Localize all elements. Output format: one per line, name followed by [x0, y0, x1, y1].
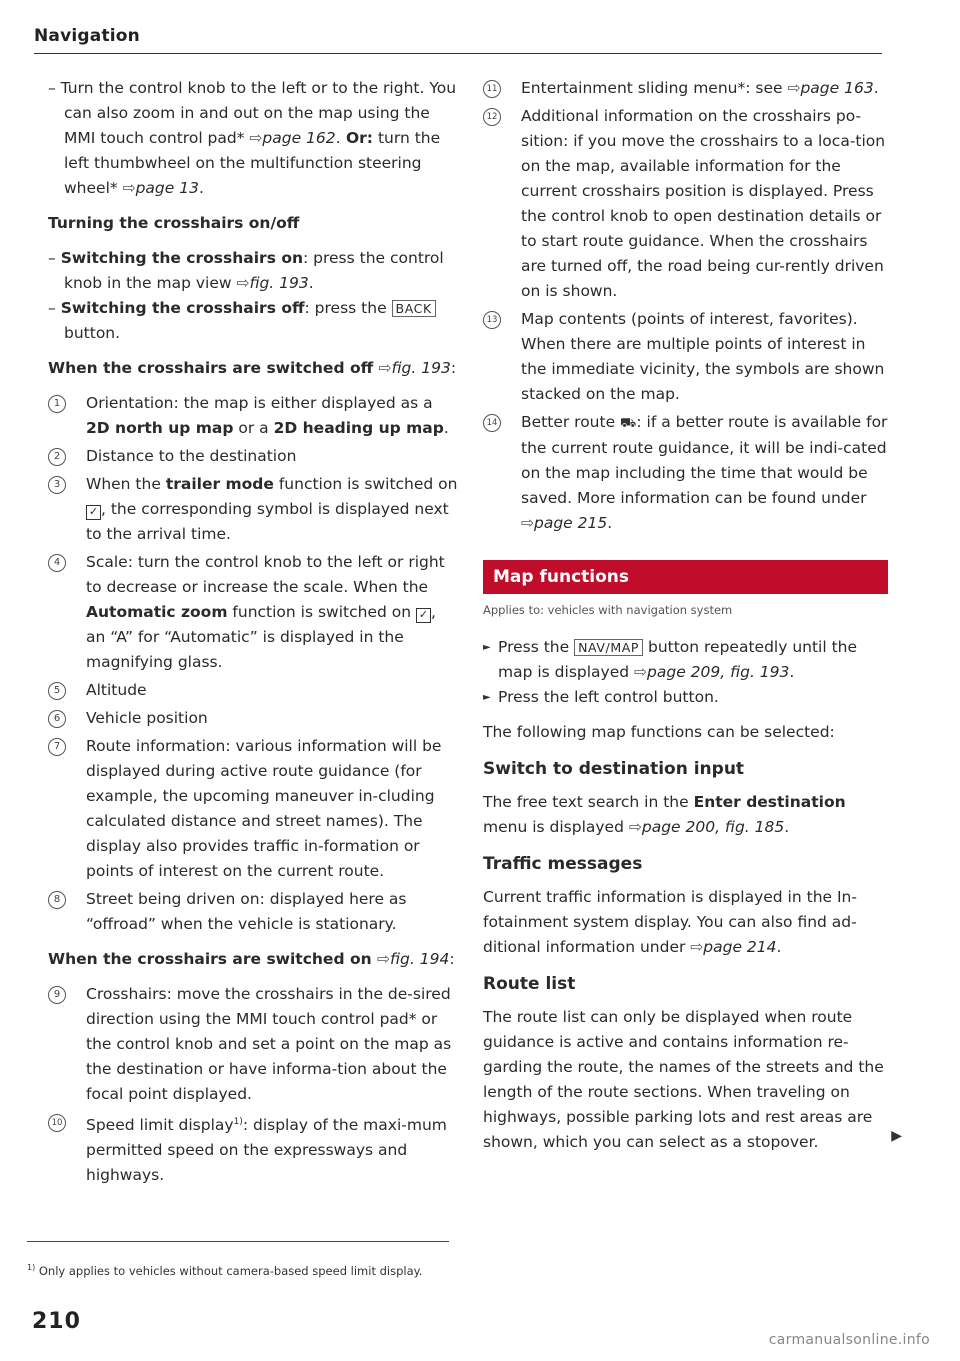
- callout-number: 5: [48, 682, 66, 700]
- traffic-heading: Traffic messages: [483, 854, 643, 874]
- list-item: 2 Distance to the destination: [48, 444, 458, 469]
- route-list-text: The route list can only be displayed when route guidance is active and contains information re-garding the route, the names of the streets and the length of the route sections. When traveling on highways, possible parking lots and rest areas are shown, which you can select as a stopover. ▶: [483, 1008, 902, 1151]
- watermark: carmanualsonline.info: [768, 1332, 930, 1348]
- list-item: 9 Crosshairs: move the crosshairs in the de-sired direction using the MMI touch control pad* or the control knob and set a point on the map as the destination or have informa-tion about the focal point displayed.: [48, 982, 458, 1107]
- header-divider: [34, 53, 882, 54]
- list-item: 5 Altitude: [48, 678, 458, 703]
- list-item: 7 Route information: various information will be displayed during active route guidance (for example, the upcoming maneuver in-cluding calculated distance and street names). The display also provides traffic in-formation or points of interest on the current route.: [48, 734, 458, 884]
- applies-note: Applies to: vehicles with navigation system: [483, 603, 733, 617]
- switch-on-instruction: – Switching the crosshairs on: press the control knob in the map view ⇨fig. 193.: [48, 249, 444, 292]
- crosshairs-on-heading: When the crosshairs are switched on ⇨fig. 194:: [48, 950, 455, 968]
- list-item: 12 Additional information on the crosshairs po-sition: if you move the crosshairs to a loca-tion on the map, available information for the current crosshairs position is displayed. Press the control knob to open destination details or to start route guidance. When the crosshairs are turned off, the road being cur-rently driven on is shown.: [483, 104, 888, 304]
- route-list-heading: Route list: [483, 974, 576, 994]
- crosshairs-heading: Turning the crosshairs on/off: [48, 214, 300, 232]
- callout-number: 12: [483, 108, 501, 126]
- list-item: 10 Speed limit display$^{1)}$: display of the maxi-mum permitted speed on the expressways and highways.: [48, 1110, 458, 1188]
- list-item: 13 Map contents (points of interest, favorites). When there are multiple points of interest in the immediate vicinity, the symbols are shown stacked on the map.: [483, 307, 888, 407]
- callout-number: 14: [483, 414, 501, 432]
- page-13-link[interactable]: page 13: [135, 179, 199, 197]
- zoom-instruction: – Turn the control knob to the left or to the right. You can also zoom in and out on the map using the MMI touch control pad* ⇨page 162. Or: turn the left thumbwheel on the multifunction steering wheel* ⇨page 13.: [48, 79, 457, 197]
- destination-text: The free text search in the Enter destination menu is displayed ⇨page 200, fig. 185.: [483, 793, 846, 836]
- list-item: 11 Entertainment sliding menu*: see ⇨page 163.: [483, 76, 888, 101]
- crosshairs-off-heading: When the crosshairs are switched off ⇨fig. 193:: [48, 359, 457, 377]
- list-item: 4 Scale: turn the control knob to the left or right to decrease or increase the scale. When the Automatic zoom function is switched on ✓ , an “A” for “Automatic” is displayed in the magnifying glass.: [48, 550, 458, 675]
- footnote-divider: [27, 1241, 449, 1242]
- step-item: ► Press the left control button.: [483, 685, 888, 710]
- page-163-link[interactable]: page 163: [800, 79, 874, 97]
- callout-number: 1: [48, 395, 66, 413]
- callout-number: 13: [483, 311, 501, 329]
- callout-number: 9: [48, 986, 66, 1004]
- triangle-bullet-icon: ►: [483, 642, 491, 653]
- fig-193-link[interactable]: fig. 193: [391, 359, 451, 377]
- destination-heading: Switch to destination input: [483, 759, 745, 779]
- fig-193-link[interactable]: fig. 193: [249, 274, 309, 292]
- intro-text: The following map functions can be selected:: [483, 723, 835, 741]
- section-banner: Map functions: [483, 560, 888, 594]
- list-item: 1 Orientation: the map is either displayed as a 2D north up map or a 2D heading up map.: [48, 391, 458, 441]
- checkbox-checked-icon: ✓: [416, 608, 431, 623]
- callout-number: 3: [48, 476, 66, 494]
- list-item: 6 Vehicle position: [48, 706, 458, 731]
- left-column: [48, 76, 458, 1191]
- right-column: [483, 76, 902, 1155]
- callout-number: 7: [48, 738, 66, 756]
- list-item: 3 When the trailer mode function is switched on ✓ , the corresponding symbol is displayed next to the arrival time.: [48, 472, 458, 547]
- callout-number: 8: [48, 891, 66, 909]
- step-item: ► Press the NAV/MAP button repeatedly until the map is displayed ⇨page 209, fig. 193.: [483, 635, 888, 685]
- continue-arrow-icon: ▶: [891, 1128, 902, 1144]
- checkbox-checked-icon: ✓: [86, 505, 101, 520]
- nav-map-key: NAV/MAP: [574, 639, 643, 656]
- callout-number: 4: [48, 554, 66, 572]
- callout-number: 11: [483, 80, 501, 98]
- better-route-icon: ⛟: [620, 416, 637, 431]
- list-item: 8 Street being driven on: displayed here as “offroad” when the vehicle is stationary.: [48, 887, 458, 937]
- fig-194-link[interactable]: fig. 194: [390, 950, 450, 968]
- page-215-link[interactable]: page 215: [534, 514, 608, 532]
- footnote: $^{1)}$ Only applies to vehicles without camera-based speed limit display.: [27, 1263, 423, 1278]
- page-title: Navigation: [34, 26, 140, 46]
- page-200-link[interactable]: page 200, fig. 185: [641, 818, 785, 836]
- switch-off-instruction: – Switching the crosshairs off: press the BACK button.: [48, 296, 458, 346]
- page-214-link[interactable]: page 214: [703, 938, 777, 956]
- page-162-link[interactable]: page 162: [262, 129, 336, 147]
- callout-number: 2: [48, 448, 66, 466]
- triangle-bullet-icon: ►: [483, 692, 491, 703]
- page-209-link[interactable]: page 209, fig. 193: [647, 663, 790, 681]
- page-number: 210: [32, 1309, 81, 1334]
- back-key: BACK: [392, 300, 436, 317]
- traffic-text: Current traffic information is displayed in the In-fotainment system display. You can also find ad-ditional information under ⇨page 214.: [483, 888, 857, 956]
- callout-number: 10: [48, 1114, 66, 1132]
- callout-number: 6: [48, 710, 66, 728]
- list-item: 14 Better route ⛟: if a better route is available for the current route guidance, it will be indi-cated on the map including the time that would be saved. More information can be found under ⇨page 215.: [483, 410, 888, 536]
